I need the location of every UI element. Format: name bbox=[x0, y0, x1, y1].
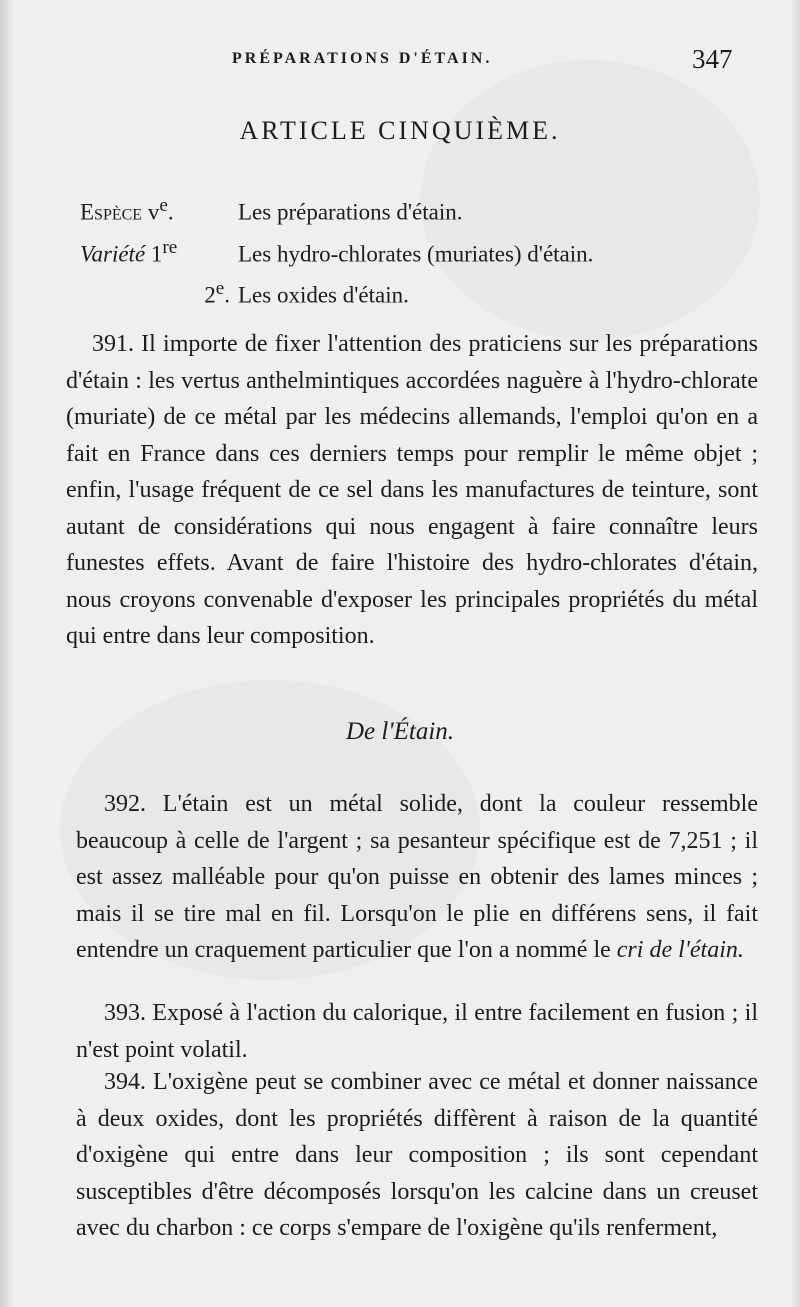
page-number: 347 bbox=[692, 44, 733, 74]
second-variete-line: 2e. Les oxides d'étain. bbox=[204, 278, 409, 308]
page-right-edge bbox=[790, 0, 800, 1307]
paragraph-393 bbox=[76, 995, 758, 1068]
paragraph-391-text: 391. Il importe de fixer l'attention des praticiens sur les préparations d'étain : les vertus anthelmintiques accordées naguère à l'hydro-chlorate (muriate) de ce métal par les médecins allemands, l'emploi qu'on en a fait en France dans ces derniers temps pour remplir le même objet ; enfin, l'usage fréquent de ce sel dans les manufactures de teinture, sont autant de considérations qui nous engagent à faire connaître leurs funestes effets. Avant de faire l'histoire des hydro-chlorates d'étain, nous croyons convenable d'exposer les principales propriétés du métal qui entre dans leur composition. bbox=[66, 331, 758, 649]
variete-text: Les hydro-chlorates (muriates) d'étain. bbox=[238, 241, 594, 267]
paragraph-391 bbox=[66, 326, 758, 655]
paragraph-394-text: 394. L'oxigène peut se combiner avec ce métal et donner naissance à deux oxides, dont les propriétés diffèrent à raison de la quantité d'oxigène qui entre dans leur composition ; ils sont cependant susceptibles d'être décomposés lorsqu'on les calcine dans un creuset avec du charbon : ce corps s'empare de l'oxigène qu'ils renferment, bbox=[76, 1069, 758, 1241]
page-left-edge bbox=[0, 0, 14, 1307]
paragraph-392-italic: cri de l'étain. bbox=[616, 937, 744, 963]
espece-label: Espèce bbox=[80, 199, 143, 225]
second-variete-text: Les oxides d'étain. bbox=[238, 282, 409, 308]
section-heading: De l'Étain. bbox=[345, 718, 455, 745]
paragraph-392-text: 392. L'étain est un métal solide, dont la couleur ressemble beaucoup à celle de l'argent ; sa pesanteur spécifique est de 7,251 ; il est assez malléable pour qu'on puisse en obtenir des lames minces ; mais il se tire mal en fil. Lorsqu'on le plie en différens sens, il fait entendre un craquement particulier que l'on a nommé le bbox=[76, 791, 758, 963]
running-head bbox=[0, 44, 800, 78]
variete-label: Variété bbox=[80, 241, 146, 267]
variete-line: Variété 1re Les hydro-chlorates (muriates) d'étain. bbox=[80, 236, 594, 267]
espece-text: Les préparations d'étain. bbox=[238, 199, 463, 225]
paragraph-392 bbox=[76, 786, 758, 969]
paragraph-393-text: 393. Exposé à l'action du calorique, il entre facilement en fusion ; il n'est point volatil. bbox=[76, 1000, 758, 1063]
paragraph-394 bbox=[76, 1064, 758, 1247]
running-title: PRÉPARATIONS D'ÉTAIN. bbox=[232, 50, 493, 67]
espece-line: Espèce $v^e$. Les préparations d'étain. bbox=[80, 195, 463, 225]
classification-block bbox=[80, 188, 780, 313]
article-title: ARTICLE CINQUIÈME. bbox=[239, 116, 561, 145]
